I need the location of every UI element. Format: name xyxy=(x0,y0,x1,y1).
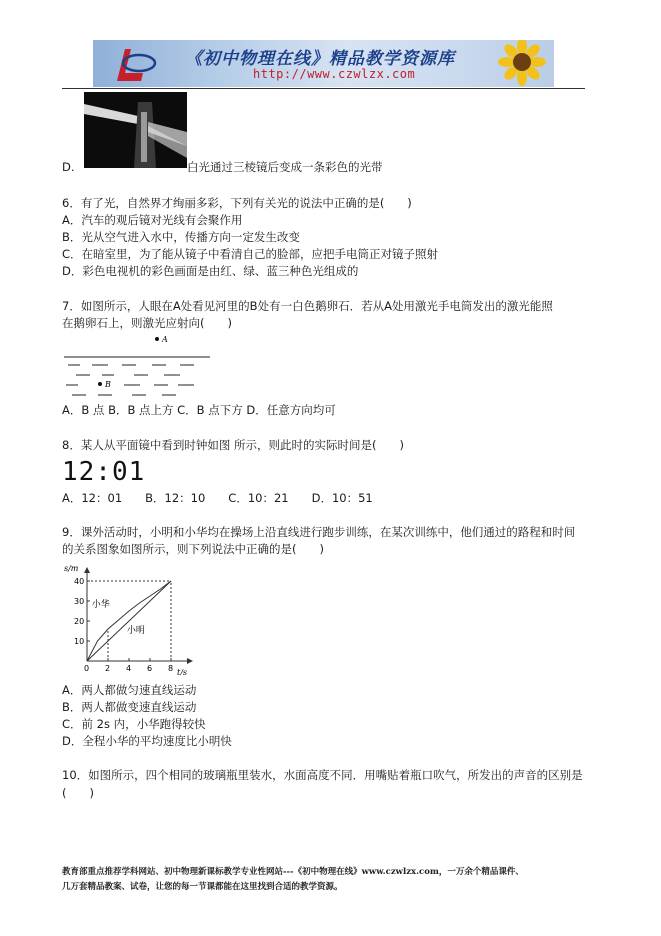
x-axis-arrow xyxy=(187,658,193,664)
river-figure xyxy=(62,334,212,398)
distance-time-chart xyxy=(62,560,202,675)
y-axis-label: s/m xyxy=(64,564,79,573)
header-divider xyxy=(62,88,585,89)
point-a-label: A xyxy=(162,335,168,344)
series-line-1 xyxy=(87,581,171,661)
q8-stem: 8．某人从平面镜中看到时钟如图 所示，则此时的实际时间是( ) xyxy=(62,438,404,452)
series-label-xiaohua: 小华 xyxy=(91,600,110,610)
banner-url[interactable]: http://www.czwlzx.com xyxy=(253,67,416,81)
q6-option-c: C．在暗室里，为了能从镜子中看清自己的脸部，应把手电筒正对镜子照射 xyxy=(62,247,439,261)
q6-option-a: A．汽车的观后镜对光线有会聚作用 xyxy=(62,213,243,227)
y-tick-label: 20 xyxy=(74,617,85,626)
y-axis-arrow xyxy=(84,567,90,573)
q10-stem-line1: 10．如图所示，四个相同的玻璃瓶里装水，水面高度不同．用嘴贴着瓶口吹气，所发出的声音的区别是 xyxy=(62,768,583,782)
q6-option-d: D．彩色电视机的彩色画面是由红、绿、蓝三种色光组成的 xyxy=(62,264,359,278)
x-tick-label: 4 xyxy=(126,664,132,673)
q9-stem-line1: 9．课外活动时，小明和小华均在操场上沿直线进行跑步训练，在某次训练中，他们通过的路程和时间 xyxy=(62,525,576,539)
y-tick-label: 40 xyxy=(74,577,85,586)
q9-option-b: B．两人都做变速直线运动 xyxy=(62,700,197,714)
banner-title: 《初中物理在线》精品教学资源库 xyxy=(185,49,455,69)
footer xyxy=(62,865,602,895)
q9-option-a: A．两人都做匀速直线运动 xyxy=(62,683,197,697)
x-axis-label: t/s xyxy=(177,668,188,675)
x-tick-label: 2 xyxy=(105,664,111,673)
logo-icon xyxy=(103,43,163,85)
point-b-label: B xyxy=(105,380,111,389)
q5-option-d-text: 白光通过三棱镜后变成一条彩色的光带 xyxy=(187,160,383,174)
q7-stem-line1: 7．如图所示，人眼在A处看见河里的B处有一白色鹅卵石．若从A处用激光手电筒发出的激光能照 xyxy=(62,299,553,313)
series-label-xiaoming: 小明 xyxy=(126,626,145,636)
x-tick-label: 8 xyxy=(168,664,174,673)
q6-option-b: B．光从空气进入水中，传播方向一定发生改变 xyxy=(62,230,300,244)
q9-stem-line2: 的关系图象如图所示，则下列说法中正确的是( ) xyxy=(62,542,324,556)
y-tick-label: 30 xyxy=(74,597,85,606)
chart-axes xyxy=(84,567,193,664)
header-banner xyxy=(93,40,554,87)
clock-display: 12:01 xyxy=(62,457,146,487)
point-b-marker xyxy=(98,382,102,386)
q9-option-d: D．全程小华的平均速度比小明快 xyxy=(62,734,232,748)
x-tick-label: 6 xyxy=(147,664,153,673)
y-tick-label: 10 xyxy=(74,637,85,646)
q7-stem-line2: 在鹅卵石上，则激光应射向( ) xyxy=(62,316,232,330)
q6-stem: 6．有了光，自然界才绚丽多彩，下列有关光的说法中正确的是( ) xyxy=(62,196,412,210)
chart-series xyxy=(87,581,171,661)
prism-photo xyxy=(84,92,187,168)
q9-option-c: C．前 2s 内，小华跑得较快 xyxy=(62,717,206,731)
footer-line1: 教育部重点推荐学科网站、初中物理新课标教学专业性网站---《初中物理在线》www.czwlzx.com，一万余个精品课件、 xyxy=(62,867,524,877)
q7-options: A．B 点 B．B 点上方 C．B 点下方 D．任意方向均可 xyxy=(62,403,336,417)
x-tick-label: 0 xyxy=(84,664,90,673)
footer-line2: 几万套精品教案、试卷，让您的每一节课都能在这里找到合适的教学资源。 xyxy=(62,882,343,892)
point-a-marker xyxy=(155,337,159,341)
sunflower-icon xyxy=(488,40,554,87)
q5-option-d-label: D. xyxy=(62,160,75,174)
q10-stem-line2: ( ) xyxy=(62,786,94,800)
q8-options: A．12：01 B．12：10 C．10：21 D．10：51 xyxy=(62,491,373,505)
